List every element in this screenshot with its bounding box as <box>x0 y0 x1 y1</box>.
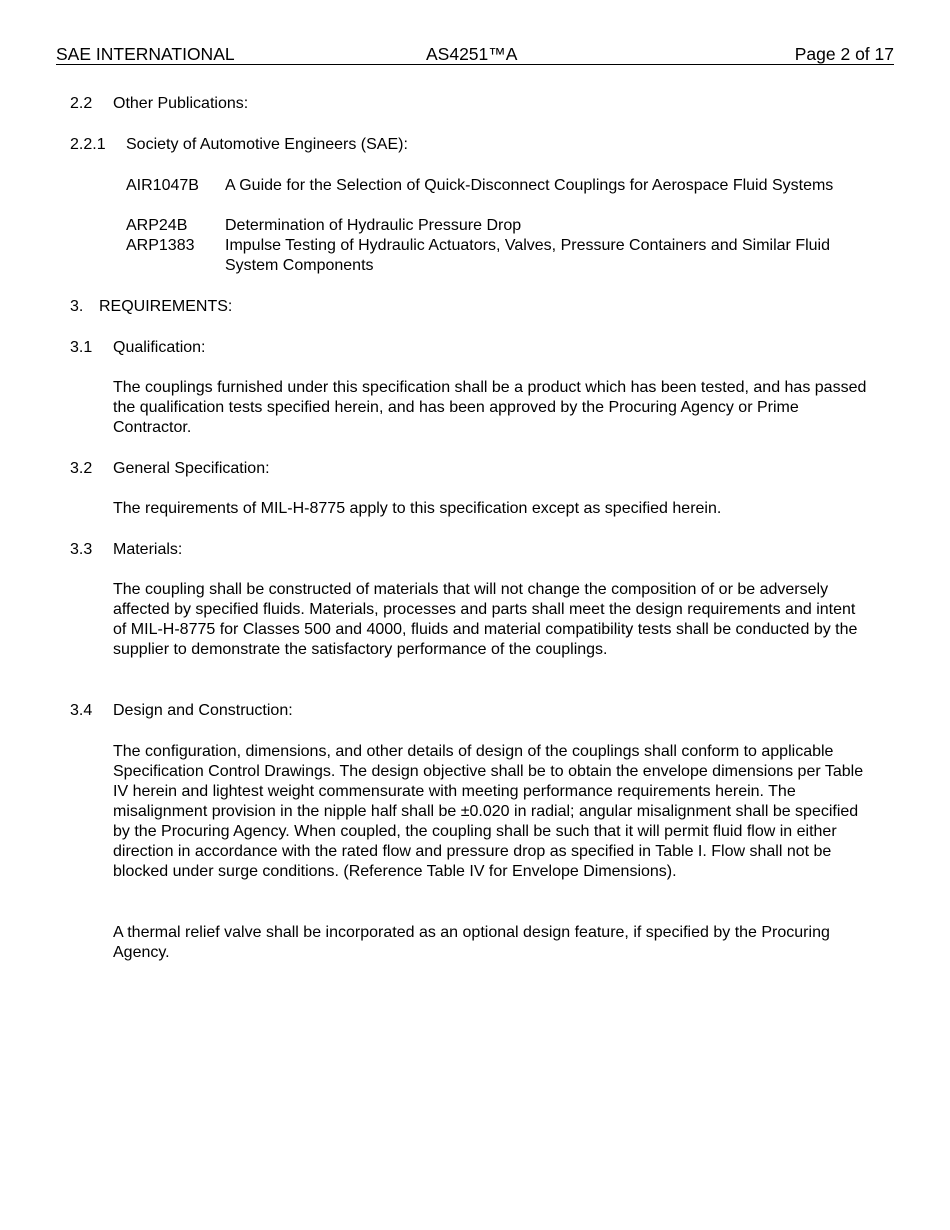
header-org: SAE INTERNATIONAL <box>56 44 235 64</box>
section-3-2-body: The requirements of MIL-H-8775 apply to this specification except as specified herein. <box>113 500 722 517</box>
section-title: Other Publications: <box>113 95 249 112</box>
section-3-4-body-relief-valve: A thermal relief valve shall be incorporated as an optional design feature, if specified by the Procuring Agency. <box>113 924 830 961</box>
reference-code: ARP24B <box>126 217 188 234</box>
section-title: REQUIREMENTS: <box>99 298 233 315</box>
section-number: 3. <box>70 298 84 315</box>
section-3-1-body: The couplings furnished under this specification shall be a product which has been tested, and has passed the qualification tests specified herein, and has been approved by the Procuring Agency or Prime Contractor. <box>113 379 867 436</box>
section-title: Materials: <box>113 541 183 558</box>
reference-title: A Guide for the Selection of Quick-Disconnect Couplings for Aerospace Fluid Systems <box>225 177 834 194</box>
reference-code: AIR1047B <box>126 177 199 194</box>
section-number: 2.2.1 <box>70 136 106 153</box>
reference-title: Determination of Hydraulic Pressure Drop <box>225 217 522 234</box>
section-title: General Specification: <box>113 460 270 477</box>
reference-title: Impulse Testing of Hydraulic Actuators, Valves, Pressure Containers and Similar Fluid System Components <box>225 237 831 274</box>
section-3-3-body: The coupling shall be constructed of materials that will not change the composition of or be adversely affected by specified fluids. Materials, processes and parts shall meet the design requirements and intent of MIL-H-8775 for Classes 500 and 4000, fluids and material compatibility tests shall be conducted by the supplier to demonstrate the satisfactory performance of the couplings. <box>113 581 858 658</box>
section-title: Qualification: <box>113 339 206 356</box>
section-number: 3.1 <box>70 339 93 356</box>
section-number: 3.4 <box>70 702 93 719</box>
reference-code: ARP1383 <box>126 237 195 254</box>
section-3-4-body: The configuration, dimensions, and other details of design of the couplings shall conform to applicable Specification Control Drawings. The design objective shall be to obtain the envelope dimensions per Table IV herein and lightest weight commensurate with meeting performance requirements herein. The misalignment provision in the nipple half shall be ±0.020 in radial; angular misalignment shall be specified by the Procuring Agency. When coupled, the coupling shall be such that it will permit fluid flow in either direction in accordance with the rated flow and pressure drop as specified in Table I. Flow shall not be blocked under surge conditions. (Reference Table IV for Envelope Dimensions). <box>113 743 864 880</box>
header-doc-id: AS4251™A <box>426 44 518 64</box>
section-number: 3.2 <box>70 460 93 477</box>
section-number: 3.3 <box>70 541 93 558</box>
page-header <box>56 44 894 65</box>
section-title: Design and Construction: <box>113 702 293 719</box>
header-page-number: Page 2 of 17 <box>794 44 894 64</box>
section-number: 2.2 <box>70 95 93 112</box>
section-title: Society of Automotive Engineers (SAE): <box>126 136 408 153</box>
